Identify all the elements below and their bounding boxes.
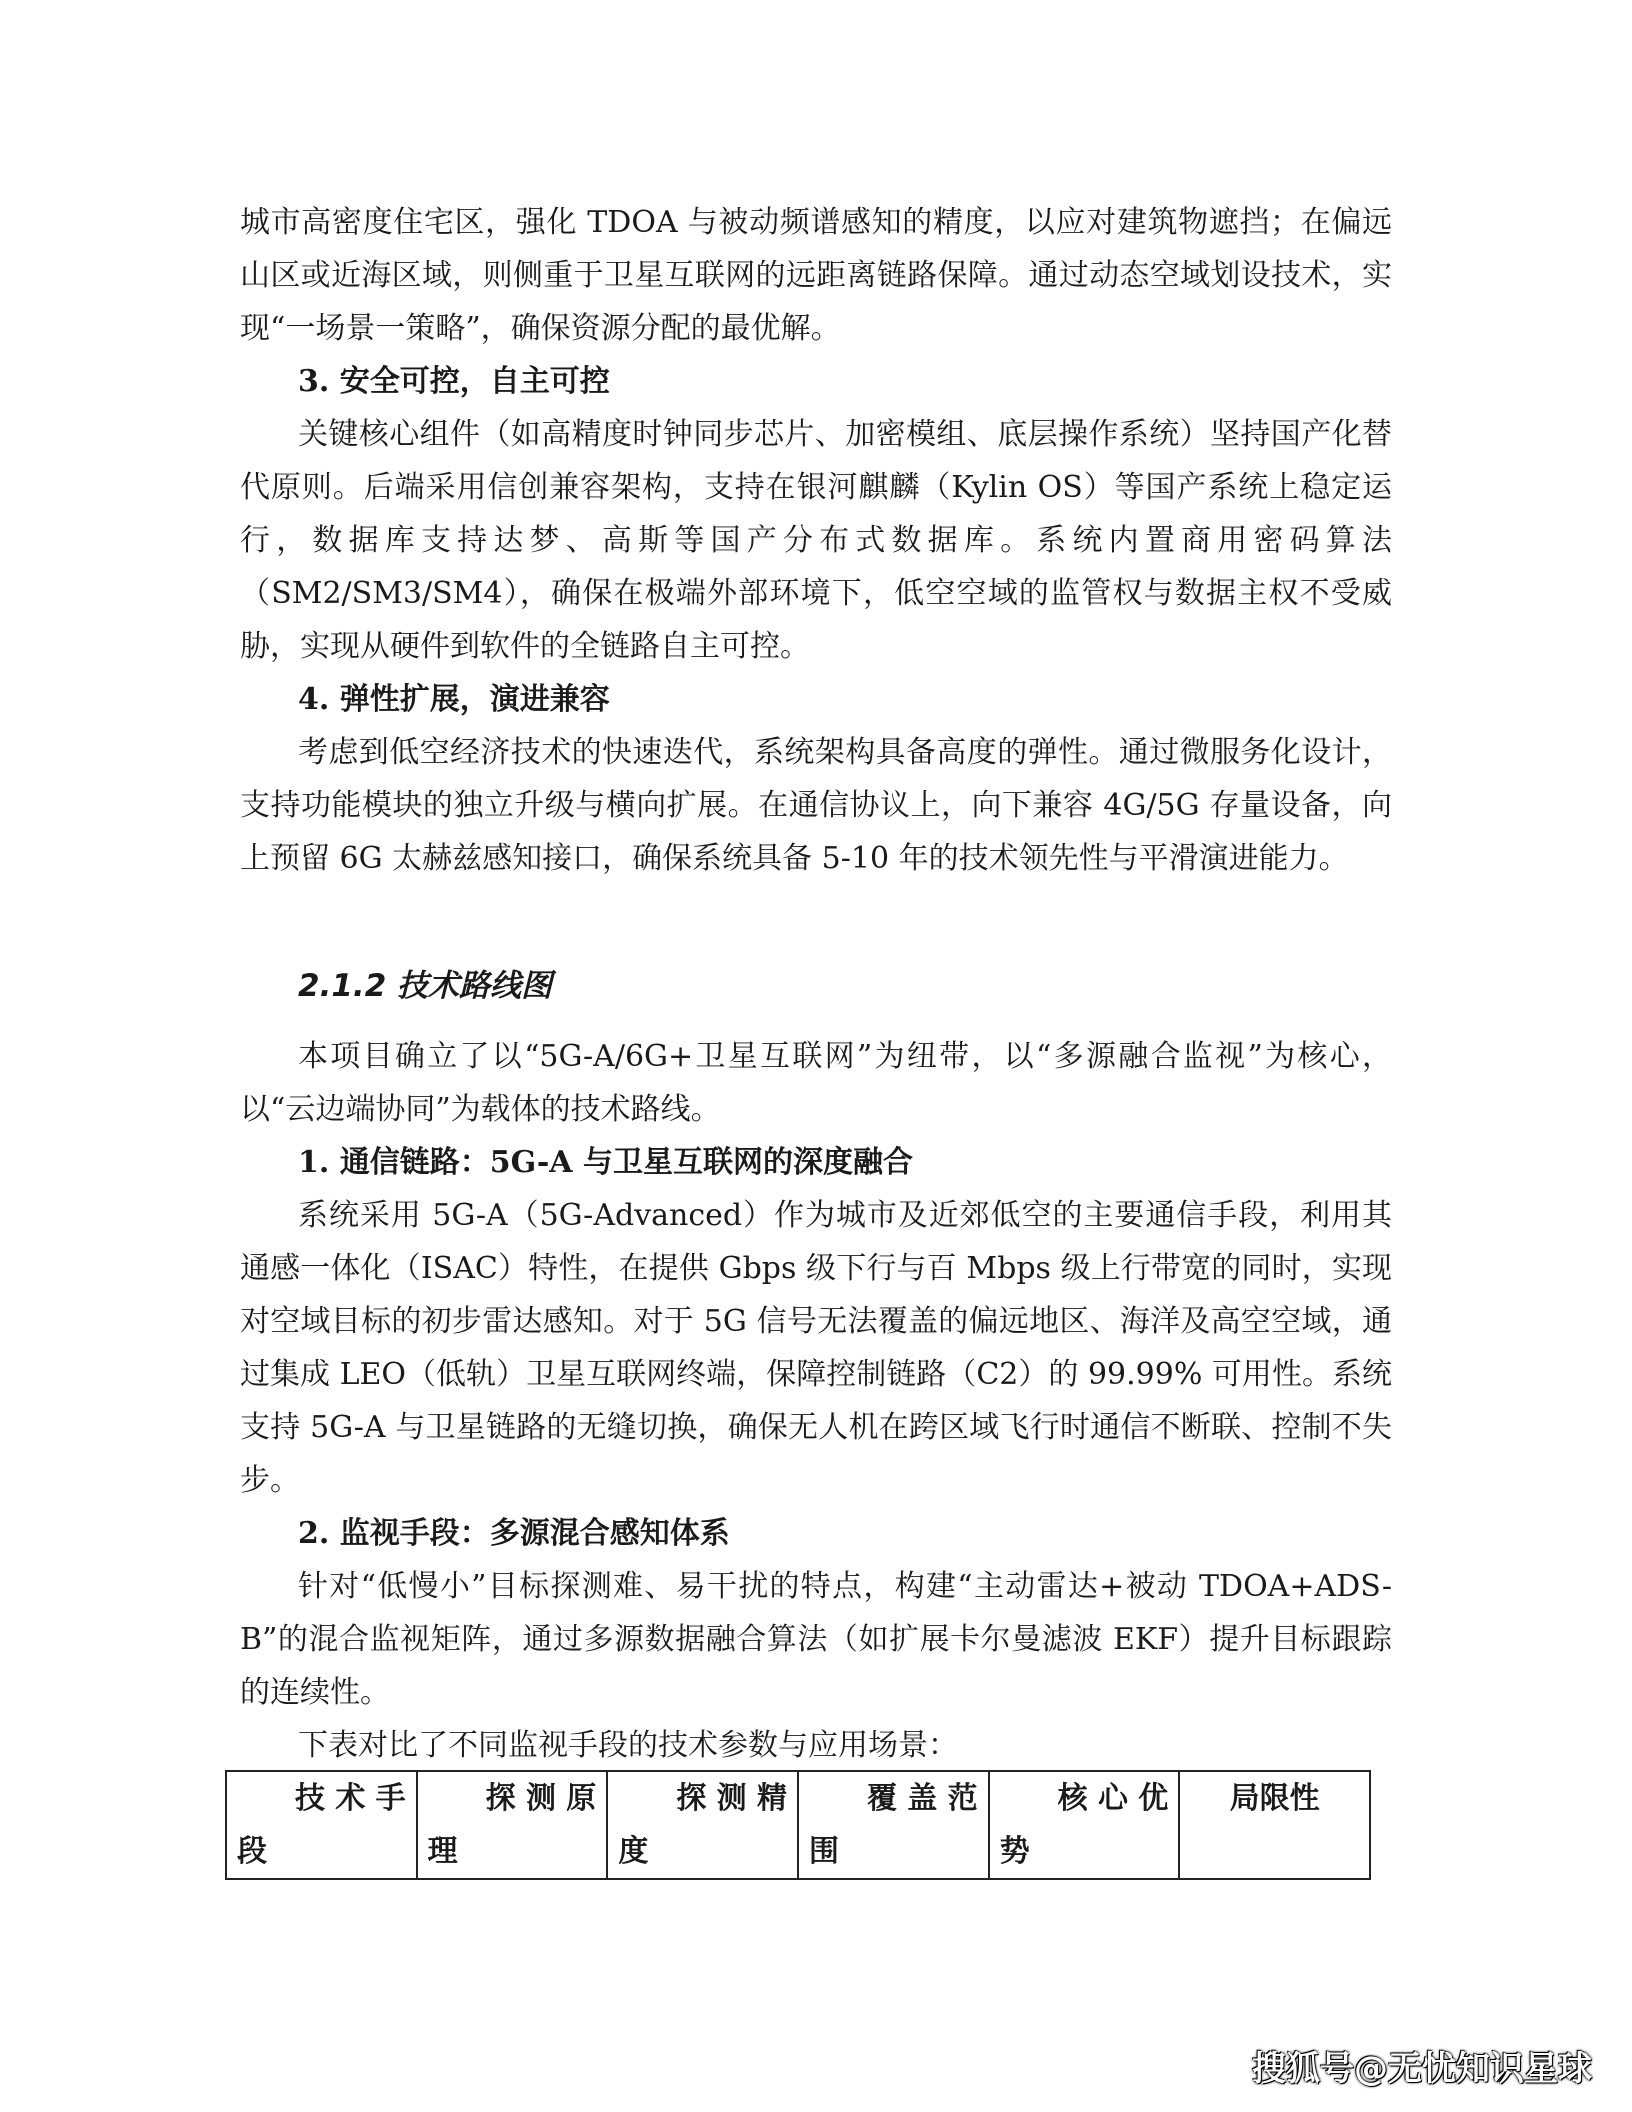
paragraph-elastic-expansion: 考虑到低空经济技术的快速迭代，系统架构具备高度的弹性。通过微服务化设计，支持功能模块的独立升级与横向扩展。在通信协议上，向下兼容 4G/5G 存量设备，向上预留 6G 太赫兹感知接口，确保系统具备 5-10 年的技术领先性与平滑演进能力。	[240, 735, 1392, 876]
paragraph-table-intro: 下表对比了不同监视手段的技术参数与应用场景：	[298, 1728, 958, 1763]
paragraph-top: 城市高密度住宅区，强化 TDOA 与被动频谱感知的精度，以应对建筑物遮挡；在偏远山区或近海区域，则侧重于卫星互联网的远距离链路保障。通过动态空域划设技术，实现“一场景一策略”，确保资源分配的最优解。	[240, 205, 1392, 346]
heading-secure-controllable: 3. 安全可控，自主可控	[298, 364, 610, 399]
paragraph-comm-link: 系统采用 5G-A（5G-Advanced）作为城市及近郊低空的主要通信手段，利用其通感一体化（ISAC）特性，在提供 Gbps 级下行与百 Mbps 级上行带宽的同时，实现对空域目标的初步雷达感知。对于 5G 信号无法覆盖的偏远地区、海洋及高空空域，通过集成 LEO（低轨）卫星互联网终端，保障控制链路（C2）的 99.99% 可用性。系统支持 5G-A 与卫星链路的无缝切换，确保无人机在跨区域飞行时通信不断联、控制不失步。	[240, 1198, 1392, 1498]
table-header-cell: 技术手段	[226, 1771, 417, 1879]
table-header-row	[226, 1771, 1370, 1879]
section-title: 2.1.2 技术路线图	[298, 968, 553, 1004]
paragraph-tech-route: 本项目确立了以“5G-A/6G+卫星互联网”为纽带，以“多源融合监视”为核心，以“云边端协同”为载体的技术路线。	[240, 1039, 1392, 1127]
paragraph-secure-controllable: 关键核心组件（如高精度时钟同步芯片、加密模组、底层操作系统）坚持国产化替代原则。后端采用信创兼容架构，支持在银河麒麟（Kylin OS）等国产系统上稳定运行，数据库支持达梦、高斯等国产分布式数据库。系统内置商用密码算法（SM2/SM3/SM4），确保在极端外部环境下，低空空域的监管权与数据主权不受威胁，实现从硬件到软件的全链路自主可控。	[240, 417, 1392, 664]
table-header-cell: 探测原理	[417, 1771, 608, 1879]
watermark: 搜狐号@无忧知识星球	[1252, 2049, 1592, 2089]
comparison-table	[225, 1770, 1371, 1880]
table-header-cell: 局限性	[1179, 1771, 1370, 1879]
heading-monitoring: 2. 监视手段：多源混合感知体系	[298, 1516, 730, 1551]
table-header-cell: 核心优势	[989, 1771, 1180, 1879]
paragraph-monitoring: 针对“低慢小”目标探测难、易干扰的特点，构建“主动雷达+被动 TDOA+ADS-B”的混合监视矩阵，通过多源数据融合算法（如扩展卡尔曼滤波 EKF）提升目标跟踪的连续性。	[240, 1569, 1392, 1710]
heading-comm-link: 1. 通信链路：5G-A 与卫星互联网的深度融合	[298, 1145, 913, 1180]
table-header-cell: 覆盖范围	[798, 1771, 989, 1879]
table-header-cell: 探测精度	[607, 1771, 798, 1879]
heading-elastic-expansion: 4. 弹性扩展，演进兼容	[298, 682, 610, 717]
